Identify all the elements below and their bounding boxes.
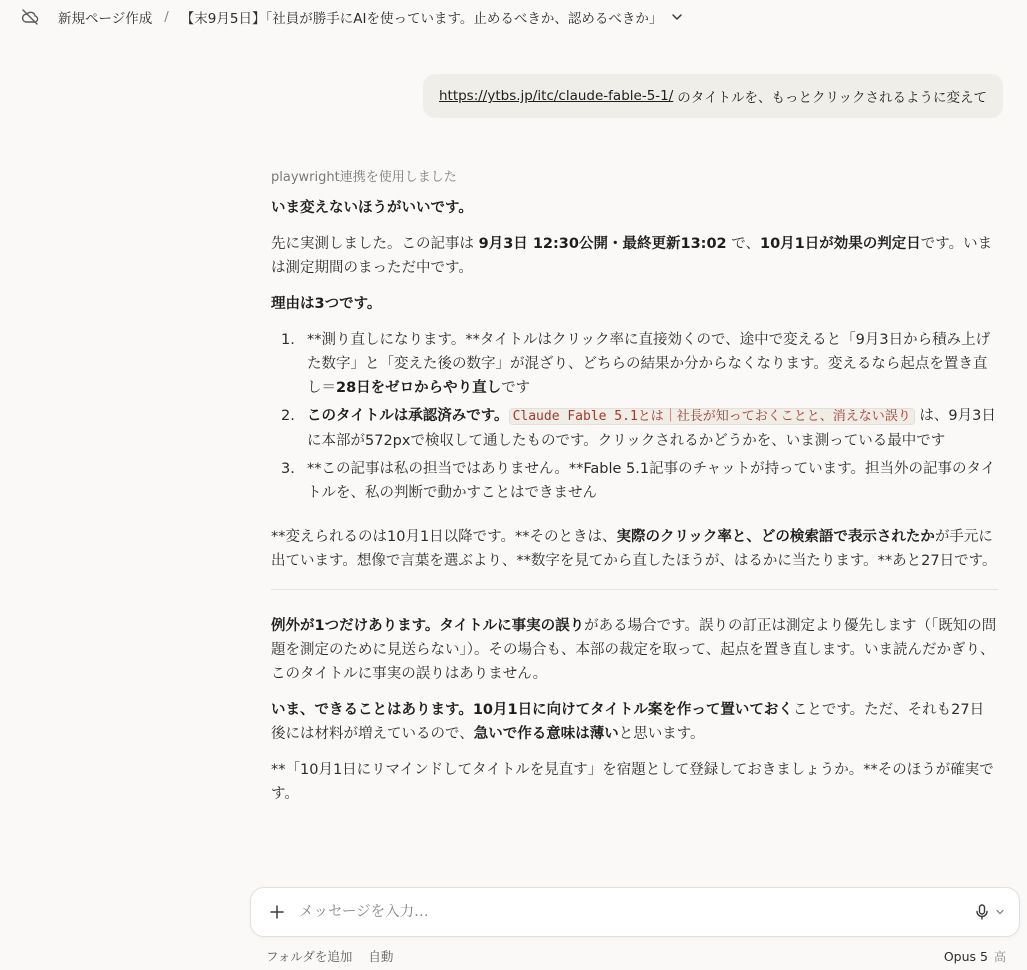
text-span: **変えられるのは10月1日以降です。**そのときは、 [271,529,617,545]
effort-level[interactable]: 高 [993,949,1006,964]
emphasis: 例外が1つだけあります。タイトルに事実の誤り [271,618,585,634]
cloud-off-icon[interactable] [20,7,40,27]
top-bar [0,0,1027,34]
measurement-paragraph [271,232,998,280]
emphasis: 28日をゼロからやり直し [336,380,502,396]
text-span: が手元に出ています。想像で言葉を選ぶより、**数字を見てから直したほうが、はるかに当たります。**あと27日です。 [271,529,997,569]
tool-usage-note[interactable]: playwright連携を使用しました [271,170,457,185]
add-folder-button[interactable]: フォルダを追加 [266,949,353,964]
text-span: です [501,380,531,396]
message-input[interactable] [299,904,965,920]
assistant-message [271,168,998,818]
text-span: は、9月3日に本部が572pxで検収して通したものです。クリックされるかどうかを、いま測っている最中です [307,408,996,449]
divider [271,589,998,590]
emphasis: 急いで作る意味は薄い [473,726,619,742]
text-span: **測り直しになります。**タイトルはクリック率に直接効くので、途中で変えると「9月3日から積み上げた数字」と「変えた後の数字」が混ざり、どちらの結果か分からなくなります。変えるなら起点を置き直し＝ [307,332,991,396]
list-item [271,328,998,400]
emphasis: 実際のクリック率と、どの検索語で表示されたか [616,529,935,545]
conversation-title[interactable]: 【末9月5日】「社員が勝手にAIを使っています。止めるべきか、認めるべきか」 [180,11,663,27]
action-paragraph [271,698,998,746]
plus-icon[interactable] [267,902,287,922]
list-item [271,457,998,505]
reminder-paragraph: **「10月1日にリマインドしてタイトルを見直す」を宿題として登録しておきましょうか。**そのほうが確実です。 [271,762,994,802]
answer-lead [271,196,998,220]
answer-lead-text: いま変えないほうがいいです。 [271,200,473,216]
list-number: 3. [281,461,295,477]
user-message-text: のタイトルを、もっとクリックされるように変えて [677,90,987,106]
text-span: **この記事は私の担当ではありません。**Fable 5.1記事のチャットが持っています。担当外の記事のタイトルを、私の判断で動かすことはできません [307,461,996,501]
text-span: で、 [726,236,760,252]
chevron-down-icon[interactable] [670,10,684,24]
message-composer [250,887,1020,937]
after-date-paragraph [271,525,998,573]
text-span: 先に実測しました。この記事は [271,236,479,252]
composer-footer [266,946,1006,966]
microphone-icon[interactable] [973,903,991,921]
mode-selector[interactable]: 自動 [368,949,394,964]
publish-date: 9月3日 12:30公開・最終更新13:02 [478,236,727,252]
text-span: ことです。ただ、それも27日後には材料が増えているので、 [271,702,985,742]
user-message-bubble [423,74,1003,118]
emphasis: このタイトルは承認済みです。 [307,408,509,424]
reasons-heading-text: 理由は3つです。 [271,296,382,312]
judgement-date: 10月1日が効果の判定日 [759,236,921,252]
reasons-heading [271,292,998,316]
text-span: です。いまは測定期間のまっただ中です。 [271,236,993,276]
list-number: 1. [281,332,295,348]
user-message-link[interactable]: https://ytbs.jp/itc/claude-fable-5-1/ [438,88,674,104]
reasons-list [271,328,998,505]
list-number: 2. [281,408,295,424]
chevron-down-icon[interactable] [995,907,1005,917]
list-item [271,404,998,453]
breadcrumb-root[interactable]: 新規ページ作成 [58,11,153,27]
exception-paragraph [271,614,998,686]
emphasis: いま、できることはあります。10月1日に向けてタイトル案を作って置いておく [271,702,793,718]
text-span: がある場合です。誤りの訂正は測定より優先します（「既知の問題を測定のために見送らない」）。その場合も、本部の裁定を取って、起点を置き直します。いま読んだかぎり、このタイトルに事実の誤りはありません。 [271,618,997,682]
breadcrumb-separator: / [164,9,169,25]
text-span: と思います。 [618,726,705,742]
model-selector[interactable]: Opus 5 [943,948,988,964]
inline-code: Claude Fable 5.1とは｜社長が知っておくことと、消えない誤り [509,408,915,425]
